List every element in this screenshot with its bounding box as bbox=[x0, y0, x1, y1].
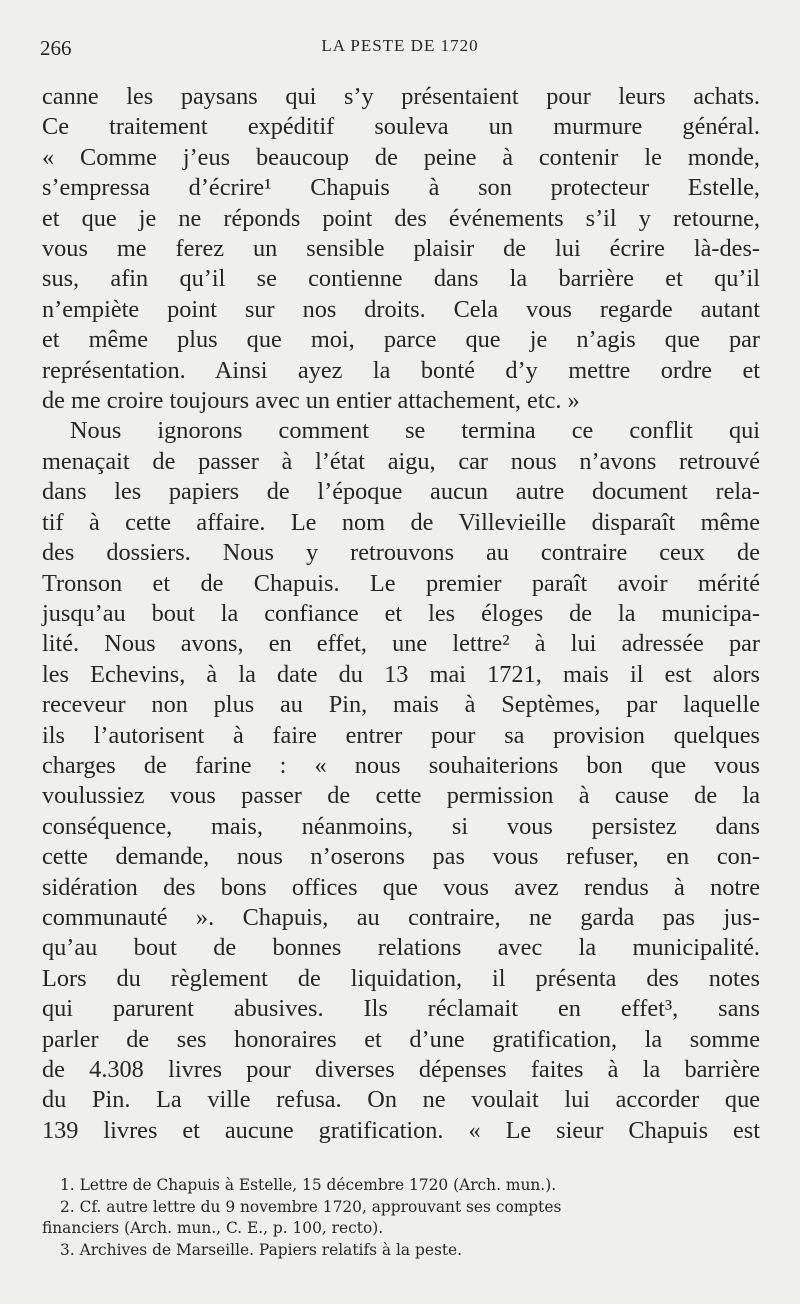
text-line: 139 livres et aucune gratification. « Le sieur Chapuis est bbox=[42, 1116, 760, 1144]
text-line: n’empiète point sur nos droits. Cela vous regarde autant bbox=[42, 295, 760, 323]
text-line: Ce traitement expéditif souleva un murmure général. bbox=[42, 113, 760, 141]
footnote: 3. Archives de Marseille. Papiers relatifs à la peste. bbox=[60, 1240, 463, 1259]
paragraph-first-line: Nous ignorons comment se termina ce conflit qui bbox=[70, 417, 760, 445]
text-line: Lors du règlement de liquidation, il présenta des notes bbox=[42, 964, 760, 992]
text-line: jusqu’au bout la confiance et les éloges de la municipa- bbox=[42, 599, 760, 627]
text-line: de me croire toujours avec un entier attachement, etc. » bbox=[42, 387, 580, 415]
text-line: conséquence, mais, néanmoins, si vous persistez dans bbox=[42, 812, 760, 840]
text-line: Tronson et de Chapuis. Le premier paraît avoir mérité bbox=[42, 569, 760, 597]
text-line: lité. Nous avons, en effet, une lettre² à lui adressée par bbox=[42, 630, 760, 658]
page-number: 266 bbox=[40, 36, 72, 60]
text-line: voulussiez vous passer de cette permission à cause de la bbox=[42, 782, 760, 810]
text-line: sidération des bons offices que vous avez rendus à notre bbox=[42, 873, 760, 901]
text-line: communauté ». Chapuis, au contraire, ne garda pas jus- bbox=[42, 903, 760, 931]
text-line: de 4.308 livres pour diverses dépenses faites à la barrière bbox=[42, 1056, 760, 1083]
text-line: qu’au bout de bonnes relations avec la municipalité. bbox=[42, 934, 760, 962]
text-line: et que je ne réponds point des événements s’il y retourne, bbox=[42, 204, 760, 232]
text-line: charges de farine : « nous souhaiterions bon que vous bbox=[42, 751, 760, 779]
text-line: sus, afin qu’il se contienne dans la barrière et qu’il bbox=[42, 265, 760, 293]
text-line: du Pin. La ville refusa. On ne voulait lui accorder que bbox=[42, 1086, 760, 1114]
running-title: LA PESTE DE 1720 bbox=[321, 36, 479, 55]
page-header bbox=[40, 34, 760, 64]
footnotes bbox=[42, 1175, 760, 1261]
text-line: les Echevins, à la date du 13 mai 1721, mais il est alors bbox=[42, 660, 760, 688]
body-text bbox=[42, 82, 760, 1146]
footnote: 1. Lettre de Chapuis à Estelle, 15 décembre 1720 (Arch. mun.). bbox=[60, 1176, 557, 1194]
text-line: receveur non plus au Pin, mais à Septèmes, par laquelle bbox=[42, 691, 760, 719]
text-line: représentation. Ainsi ayez la bonté d’y mettre ordre et bbox=[42, 356, 760, 384]
text-line: « Comme j’eus beaucoup de peine à contenir le monde, bbox=[42, 143, 760, 171]
text-line: ils l’autorisent à faire entrer pour sa provision quelques bbox=[42, 721, 760, 749]
text-line: qui parurent abusives. Ils réclamait en effet³, sans bbox=[42, 995, 760, 1023]
text-line: et même plus que moi, parce que je n’agis que par bbox=[42, 326, 760, 354]
footnote-continuation: financiers (Arch. mun., C. E., p. 100, recto). bbox=[42, 1219, 384, 1238]
footnote: 2. Cf. autre lettre du 9 novembre 1720, approuvant ses comptes bbox=[60, 1197, 562, 1216]
text-line: canne les paysans qui s’y présentaient pour leurs achats. bbox=[42, 83, 760, 110]
text-line: vous me ferez un sensible plaisir de lui écrire là-des- bbox=[42, 235, 760, 263]
text-line: des dossiers. Nous y retrouvons au contraire ceux de bbox=[42, 539, 760, 567]
text-line: cette demande, nous n’oserons pas vous refuser, en con- bbox=[42, 843, 760, 871]
text-line: tif à cette affaire. Le nom de Villevieille disparaît même bbox=[42, 508, 760, 536]
text-line: dans les papiers de l’époque aucun autre document rela- bbox=[42, 478, 760, 506]
text-line: parler de ses honoraires et d’une gratification, la somme bbox=[42, 1025, 760, 1053]
text-line: s’empressa d’écrire¹ Chapuis à son protecteur Estelle, bbox=[42, 174, 760, 202]
text-line: menaçait de passer à l’état aigu, car nous n’avons retrouvé bbox=[42, 447, 760, 475]
